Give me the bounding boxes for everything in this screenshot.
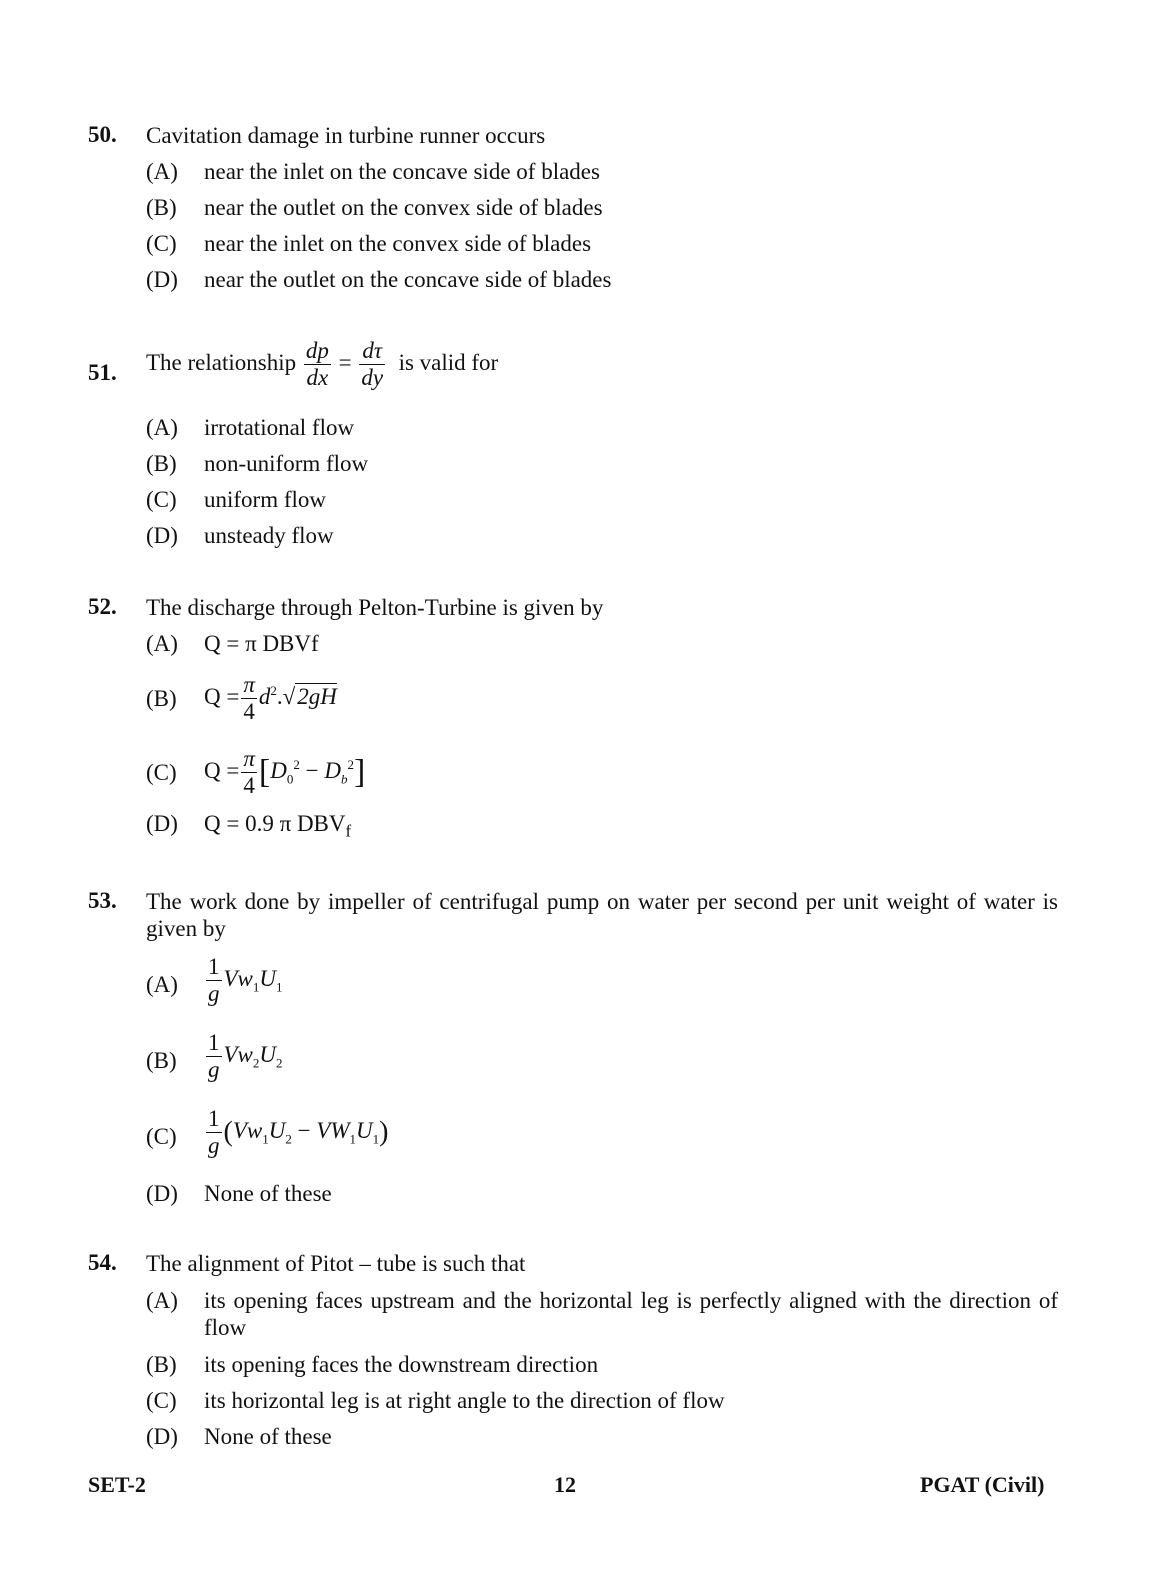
fraction-1-over-g	[206, 1106, 222, 1159]
option-text: None of these	[204, 1424, 332, 1449]
formula-sub: 1	[349, 1131, 357, 1147]
question-number: 53.	[88, 888, 117, 913]
formula-sub: 2	[252, 1055, 260, 1071]
question-number: 54.	[88, 1250, 117, 1275]
footer-exam-name: PGAT (Civil)	[920, 1472, 1045, 1497]
option-label: (B)	[146, 686, 177, 711]
formula-text: Q = 0.9 π DBV	[204, 811, 346, 836]
open-paren: (	[223, 1116, 233, 1148]
option-text: unsteady flow	[204, 523, 334, 548]
fraction-dtau-dy	[359, 338, 385, 391]
formula-exponent: 2	[270, 683, 277, 699]
close-paren: )	[379, 1116, 389, 1148]
formula-vw1-cap: VW	[316, 1117, 350, 1143]
fraction-dp-dx	[304, 338, 331, 391]
fraction-numerator: 1	[208, 1106, 220, 1131]
formula-minus: −	[291, 1117, 317, 1143]
fraction-denominator: 4	[241, 772, 257, 799]
option-text: near the inlet on the convex side of blades	[204, 231, 592, 256]
option-label: (C)	[146, 1124, 177, 1149]
question-number: 52.	[88, 594, 117, 619]
formula-sub: 1	[262, 1131, 269, 1147]
close-bracket: ]	[353, 753, 366, 791]
option-text: near the outlet on the convex side of blades	[204, 195, 603, 220]
formula-vw1: Vw	[232, 1117, 263, 1143]
formula-sub: 2	[276, 1055, 283, 1071]
formula-u: U	[259, 965, 277, 991]
fraction-1-over-g	[206, 1030, 222, 1083]
open-bracket: [	[258, 753, 271, 791]
option-label: (D)	[146, 811, 178, 836]
question-text: The alignment of Pitot – tube is such that	[146, 1251, 526, 1276]
footer-page-number: 12	[554, 1472, 576, 1497]
formula-db-sup: 2	[347, 757, 354, 773]
question-text: The discharge through Pelton-Turbine is given by	[146, 595, 604, 620]
fraction-denominator: 4	[241, 698, 257, 725]
formula-d0: D	[270, 757, 287, 783]
option-text	[204, 810, 1058, 845]
option-label: (C)	[146, 1388, 177, 1413]
formula-minus: −	[305, 757, 319, 783]
fraction-numerator: 1	[208, 1030, 220, 1055]
fraction-pi-over-4	[241, 746, 257, 799]
option-text: None of these	[204, 1181, 332, 1206]
option-label: (A)	[146, 159, 178, 184]
formula-dot: .	[276, 683, 283, 709]
fraction-denominator: g	[208, 981, 220, 1006]
option-text: Q = π DBVf	[204, 631, 319, 656]
question-text	[146, 338, 1058, 391]
question-number: 50.	[88, 122, 117, 147]
option-label: (A)	[146, 631, 178, 656]
option-formula	[204, 1030, 1058, 1083]
formula-u2: U	[268, 1117, 286, 1143]
fraction-numerator: dp	[305, 338, 329, 363]
option-text: near the inlet on the concave side of blades	[204, 159, 600, 184]
formula-u: U	[259, 1041, 277, 1067]
option-label: (D)	[146, 267, 178, 292]
question-text: The work done by impeller of centrifugal pump on water per second per unit weight of water is given by	[146, 889, 1058, 941]
question-text: Cavitation damage in turbine runner occurs	[146, 123, 546, 148]
formula-sub: 1	[252, 979, 260, 995]
formula-u1: U	[356, 1117, 373, 1143]
formula-db-sub: b	[340, 771, 348, 787]
option-formula	[204, 954, 1058, 1007]
option-formula	[204, 672, 1058, 725]
option-label: (A)	[146, 972, 178, 997]
option-text: its opening faces upstream and the horizontal leg is perfectly aligned with the direction of flow	[204, 1288, 1058, 1340]
question-text-after: is valid for	[398, 349, 499, 375]
equals-sign: =	[338, 349, 352, 375]
formula-sub: 2	[285, 1131, 292, 1147]
fraction-pi-over-4	[241, 672, 257, 725]
fraction-1-over-g	[206, 954, 222, 1007]
option-text: near the outlet on the concave side of blades	[204, 267, 612, 292]
option-label: (B)	[146, 195, 177, 220]
option-text: non-uniform flow	[204, 451, 369, 476]
formula-sub: 1	[372, 1131, 380, 1147]
sqrt-icon: √	[282, 683, 296, 709]
formula-sub: f	[345, 821, 352, 841]
fraction-numerator: dτ	[359, 338, 385, 365]
option-label: (C)	[146, 487, 177, 512]
question-number: 51.	[88, 360, 117, 385]
fraction-denominator: g	[208, 1057, 220, 1082]
fraction-denominator: dx	[306, 365, 329, 390]
formula-db: D	[324, 757, 341, 783]
formula-lhs: Q =	[204, 757, 240, 783]
option-formula	[204, 746, 1058, 799]
formula-vw: Vw	[223, 1041, 253, 1067]
option-label: (A)	[146, 415, 178, 440]
option-text: its horizontal leg is at right angle to the direction of flow	[204, 1388, 725, 1413]
option-label: (D)	[146, 1181, 178, 1206]
formula-vw: Vw	[223, 965, 253, 991]
option-label: (C)	[146, 760, 177, 785]
fraction-numerator: π	[243, 746, 255, 771]
option-label: (D)	[146, 523, 178, 548]
option-text: uniform flow	[204, 487, 327, 512]
option-label: (D)	[146, 1424, 178, 1449]
question-text-before: The relationship	[146, 349, 297, 375]
option-label: (B)	[146, 1048, 177, 1073]
formula-radicand: 2gH	[297, 683, 337, 709]
formula-d0-sup: 2	[293, 757, 300, 773]
formula-lhs: Q =	[204, 683, 240, 709]
formula-d: d	[258, 683, 271, 709]
option-text: irrotational flow	[204, 415, 355, 440]
formula-d0-sub: 0	[286, 771, 294, 787]
fraction-denominator: dy	[361, 365, 384, 390]
fraction-numerator: 1	[208, 954, 220, 979]
option-text: its opening faces the downstream direction	[204, 1352, 599, 1377]
formula-sub: 1	[276, 979, 283, 995]
option-label: (A)	[146, 1288, 178, 1313]
option-formula	[204, 1106, 1058, 1159]
option-label: (C)	[146, 231, 177, 256]
fraction-numerator: π	[243, 672, 255, 697]
option-label: (B)	[146, 1352, 177, 1377]
option-label: (B)	[146, 451, 177, 476]
footer-set: SET-2	[88, 1472, 146, 1497]
fraction-denominator: g	[208, 1133, 220, 1158]
